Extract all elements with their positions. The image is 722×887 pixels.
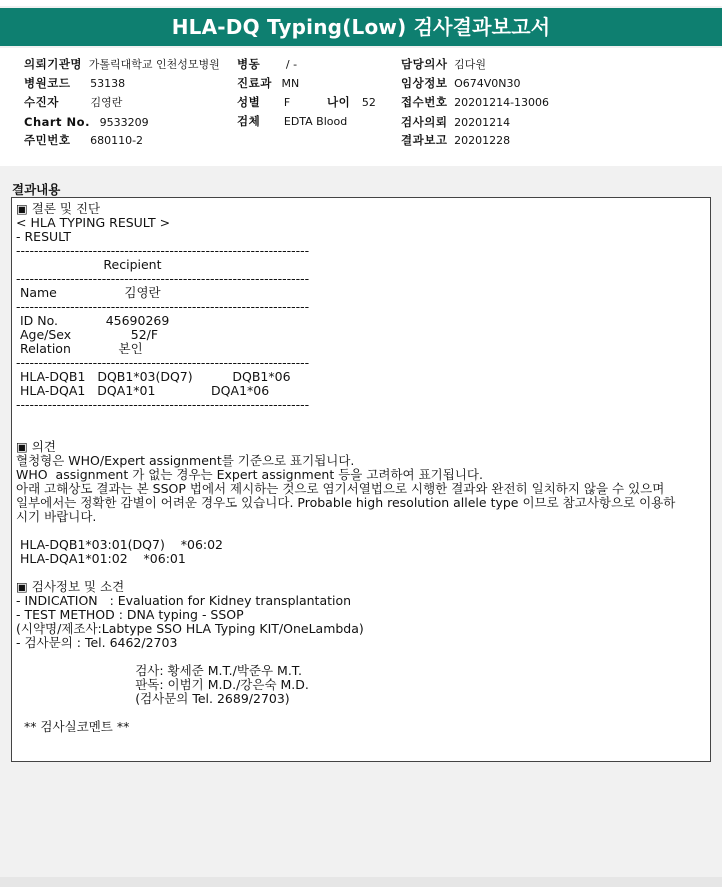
chart-label: Chart No. [24,115,90,129]
result-line: ▣ 검사정보 및 소견 [16,579,125,594]
request-date-label: 검사의뢰 [401,115,448,129]
result-line [16,650,706,664]
specimen-value: EDTA Blood [283,115,348,128]
age-row [327,93,376,112]
receipt-value: 20201214-13006 [454,96,550,109]
result-line [16,426,706,440]
clinical-info-row [401,74,521,93]
result-line: HLA-DQA1 DQA1*01 DQA1*06 [16,383,270,398]
specimen-label: 검체 [237,114,261,128]
result-line: HLA-DQA1*01:02 *06:01 [16,551,186,566]
receipt-label: 접수번호 [401,95,448,109]
result-line: < HLA TYPING RESULT > [16,215,171,230]
chart-row [24,113,149,132]
doctor-label: 담당의사 [401,57,448,71]
department-row [237,74,299,93]
top-margin [0,0,722,6]
result-line: HLA-DQB1 DQB1*03(DQ7) DQB1*06 [16,369,291,384]
doctor-row [401,55,486,74]
result-line: ** 검사실코멘트 ** [16,719,130,734]
result-line: ----------------------------------------------------------------- [16,243,310,258]
result-line: 아래 고해상도 결과는 본 SSOP 법에서 제시하는 것으로 염기서열법으로 시행한 결과와 완전히 일치하지 않을 수 있으며 [16,481,665,496]
hospital-code-label: 병원코드 [24,76,71,90]
result-line: 시기 바랍니다. [16,509,97,524]
result-line: - INDICATION : Evaluation for Kidney transplantation [16,593,352,608]
patient-row [24,93,122,112]
result-line: - RESULT [16,229,72,244]
age-label: 나이 [327,95,351,109]
result-line: - TEST METHOD : DNA typing - SSOP [16,607,244,622]
result-line: Name 김영란 [16,285,161,300]
ward-label: 병동 [237,57,261,71]
result-line: ----------------------------------------------------------------- [16,299,310,314]
receipt-row [401,93,549,112]
bottom-strip [0,877,722,887]
result-line: 일부에서는 정확한 감별이 어려운 경우도 있습니다. Probable high resolution allele type 이므로 참고사항으로 이용하 [16,495,676,510]
specimen-row [237,112,347,131]
patient-info-panel [0,48,722,166]
id-label: 주민번호 [24,133,71,147]
ward-value: / - [285,58,298,71]
id-row [24,131,143,150]
id-value: 680110-2 [90,134,144,147]
report-date-row [401,131,510,150]
result-line [16,412,706,426]
result-line: 혈청형은 WHO/Expert assignment를 기준으로 표기됩니다. [16,453,355,468]
department-label: 진료과 [237,76,272,90]
result-line: Relation 본인 [16,341,143,356]
clinical-info-value: O674V0N30 [454,77,521,90]
result-line [16,566,706,580]
result-line: 판독: 이범기 M.D./강은숙 M.D. [16,677,309,692]
patient-value: 김영란 [90,96,123,109]
chart-value: 9533209 [99,116,149,129]
hospital-code-value: 53138 [90,77,126,90]
result-line: ▣ 의견 [16,439,56,454]
ward-row [237,55,297,74]
result-line: ----------------------------------------------------------------- [16,271,310,286]
result-line: WHO assignment 가 없는 경우는 Expert assignment 등을 고려하여 표기됩니다. [16,467,483,482]
result-line: ID No. 45690269 [16,313,170,328]
institution-label: 의뢰기관명 [24,57,83,71]
result-line: ----------------------------------------------------------------- [16,397,310,412]
result-line: Age/Sex 52/F [16,327,159,342]
sex-value: F [283,96,291,109]
result-line: (시약명/제조사:Labtype SSO HLA Typing KIT/OneLambda) [16,621,364,636]
department-value: MN [281,77,300,90]
result-line: 검사: 황세준 M.T./박준우 M.T. [16,663,302,678]
clinical-info-label: 임상정보 [401,76,448,90]
result-text [16,202,706,734]
report-date-label: 결과보고 [401,133,448,147]
report-date-value: 20201228 [454,134,511,147]
institution-row [24,55,220,74]
result-heading: 결과내용 [12,182,61,197]
result-line: ----------------------------------------------------------------- [16,355,310,370]
hospital-code-row [24,74,125,93]
doctor-value: 김다원 [454,58,486,71]
result-line: HLA-DQB1*03:01(DQ7) *06:02 [16,537,224,552]
result-line [16,706,706,720]
sex-label: 성별 [237,95,261,109]
result-line: (검사문의 Tel. 2689/2703) [16,691,290,706]
request-date-value: 20201214 [454,116,511,129]
result-line [16,524,706,538]
request-date-row [401,113,510,132]
patient-label: 수진자 [24,95,59,109]
institution-value: 가톨릭대학교 인천성모병원 [88,58,220,71]
result-line: Recipient [16,257,162,272]
sex-row [237,93,290,112]
age-value: 52 [361,96,376,109]
result-line: - 검사문의 : Tel. 6462/2703 [16,635,178,650]
result-content-box[interactable] [11,197,711,762]
report-title: HLA-DQ Typing(Low) 검사결과보고서 [0,8,722,46]
result-line: ▣ 결론 및 진단 [16,201,101,216]
